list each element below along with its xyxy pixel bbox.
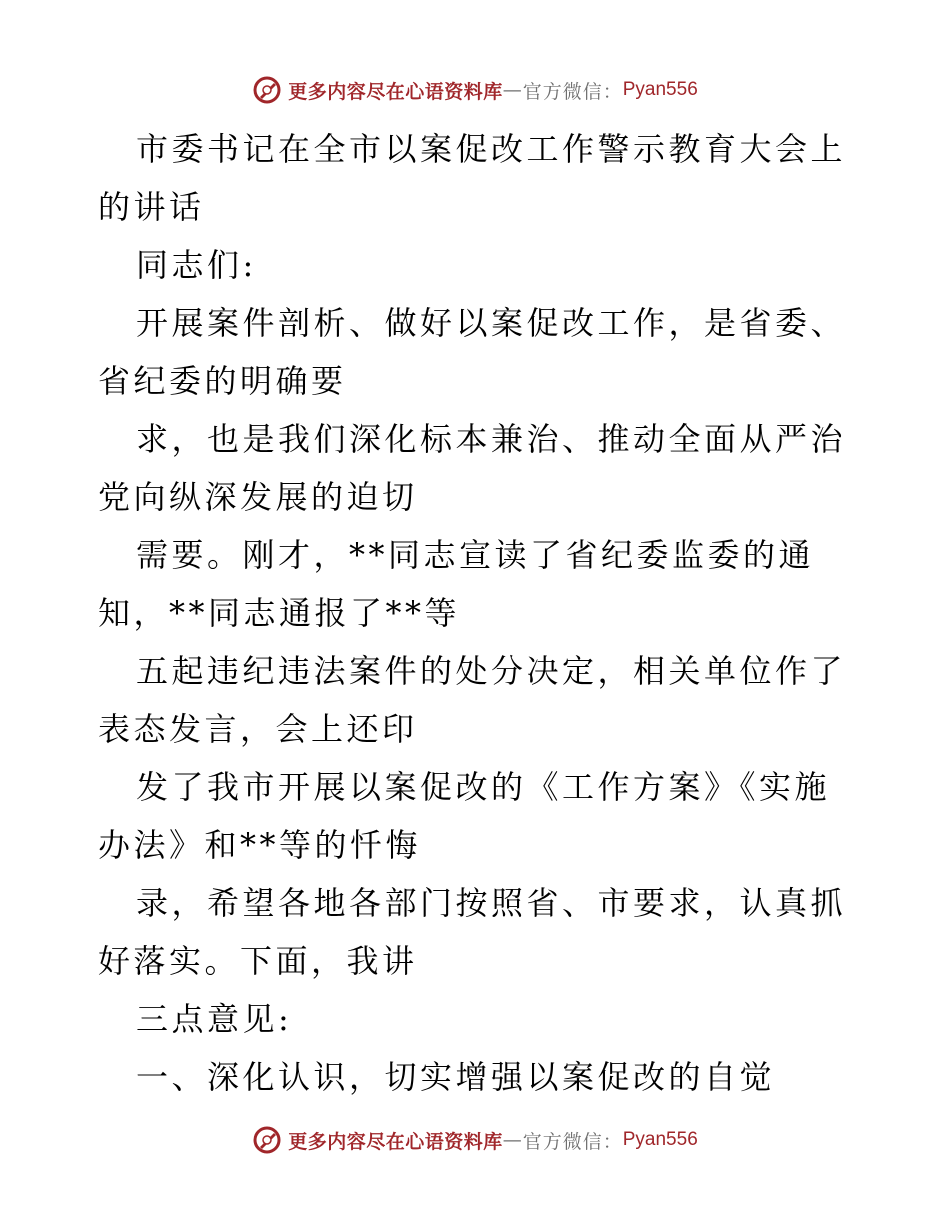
footer-watermark <box>0 1120 950 1160</box>
header-watermark <box>0 70 950 110</box>
salutation: 同志们: <box>136 246 257 284</box>
body-paragraph: 五起违纪违法案件的处分决定，相关单位作了表态发言，会上还印 <box>98 652 847 748</box>
section-heading: 一、深化认识，切实增强以案促改的自觉 <box>136 1058 776 1096</box>
watermark-logo-icon <box>252 75 282 105</box>
watermark-dash: — <box>502 1129 523 1151</box>
watermark-main-text: 更多内容尽在心语资料库 <box>288 80 503 103</box>
watermark-wechat-id: Pyan556 <box>622 79 698 100</box>
watermark-sub-text: 官方微信： <box>522 80 623 103</box>
body-paragraph: 求，也是我们深化标本兼治、推动全面从严治党向纵深发展的迫切 <box>98 420 847 516</box>
watermark-main-text: 更多内容尽在心语资料库 <box>288 1130 503 1153</box>
body-paragraph: 三点意见: <box>136 1000 293 1038</box>
body-paragraph: 需要。刚才，**同志宣读了省纪委监委的通知，**同志通报了**等 <box>98 536 815 632</box>
watermark-logo-icon <box>252 1125 282 1155</box>
watermark-dash: — <box>502 79 523 101</box>
document-body <box>98 120 858 1106</box>
body-paragraph: 录，希望各地各部门按照省、市要求，认真抓好落实。下面，我讲 <box>98 884 847 980</box>
document-title: 市委书记在全市以案促改工作警示教育大会上的讲话 <box>98 130 847 226</box>
watermark-wechat-id: Pyan556 <box>622 1129 698 1150</box>
body-paragraph: 开展案件剖析、做好以案促改工作，是省委、省纪委的明确要 <box>98 304 847 400</box>
body-paragraph: 发了我市开展以案促改的《工作方案》《实施办法》和**等的忏悔 <box>98 768 831 864</box>
watermark-sub-text: 官方微信： <box>522 1130 623 1153</box>
